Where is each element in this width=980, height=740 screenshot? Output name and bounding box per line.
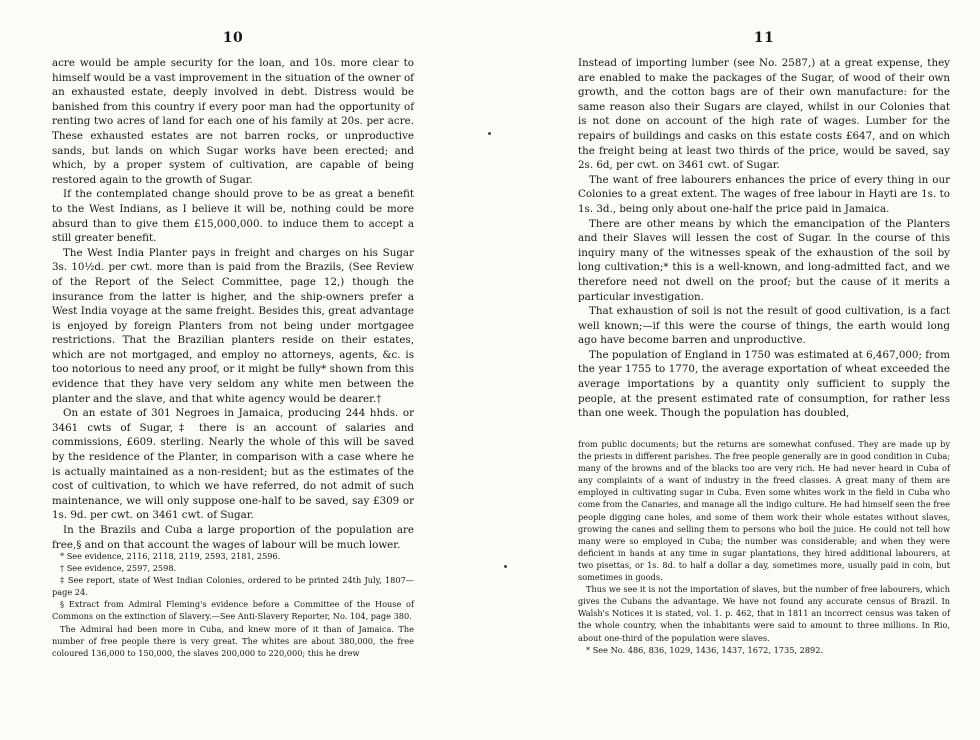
footnote: from public documents; but the returns are somewhat confused. They are made up by the priests in different parishes. The free people generally are in good condition in Cuba; many of the browns and of the blacks too are very rich. He had never heard in Cuba of any complaints of a want of industry in the freed classes. A great many of them are employed in cultivating sugar in Cuba. Even some whites work in the field in Cuba who come from the Canaries, and manage all the indigo culture. He had himself seen the free people digging cane holes, and some of them work their whole estates without slaves, growing the canes and selling them to persons who boil the juice. He could not tell how many were so employed in Cuba; the number was considerable; and when they were deficient in hands at any time in sugar plantations, they hired additional labourers, at two pisettas, or 1s. 8d. to half a dollar a day, sometimes more, usually paid in coin, but sometimes in goods. — [578, 439, 950, 583]
footnote: The Admiral had been more in Cuba, and knew more of it than of Jamaica. The number of free people there is very great. The whites are about 380,000, the free coloured 136,000 to 150,000, the slaves 200,000 to 220,000; this he drew — [52, 623, 414, 658]
main-text — [578, 56, 950, 421]
footnote: * See No. 486, 836, 1029, 1436, 1437, 1672, 1735, 2892. — [586, 644, 824, 655]
right-page — [578, 0, 950, 740]
paragraph: acre would be ample security for the loan, and 10s. more clear to himself would be a vast improvement in the situation of the owner of an exhausted estate, deeply involved in debt. Distress would be banished from this country if every poor man had the opportunity of renting two acres of land for each one of his family at 20s. per acre. These exhausted estates are not barren rocks, or unproductive sands, but lands on which Sugar works have been erected; and which, by a proper system of cultivation, are capable of being restored again to the growth of Sugar. — [52, 57, 414, 186]
paragraph: The population of England in 1750 was estimated at 6,467,000; from the year 1755 to 1770, the average exportation of wheat exceeded the average importations by a quantity only sufficient to supply the people, at the present estimated rate of consumption, for rather less than one week. Though the population has doubled, — [578, 348, 950, 420]
footnote: § Extract from Admiral Fleming's evidence before a Committee of the House of Commons on the extinction of Slavery.—See Anti-Slavery Reporter, No. 104, page 380. — [52, 599, 414, 622]
main-text — [52, 56, 414, 552]
paragraph: If the contemplated change should prove to be as great a benefit to the West Indians, as I believe it will be, nothing could be more absurd than to give them £15,000,000. to induce them to accept a still greater benefit. — [52, 188, 414, 245]
page-number: 11 — [753, 30, 775, 46]
page-number: 10 — [222, 30, 244, 46]
paragraph: The West India Planter pays in freight and charges on his Sugar 3s. 10½d. per cwt. more than is paid from the Brazils, (See Review of the Report of the Select Committee, page 12,) though the insurance from the latter is higher, and the ship-owners prefer a West India voyage at the same freight. Besides this, great advantage is enjoyed by foreign Planters from not being under mortgagee restrictions. That the Brazilian planters reside on their estates, which are not mortgaged, and employ no attorneys, agents, &c. is too notorious to need any proof, or it might be fully* shown from this evidence that they have very seldom any white men between the planter and the slave, and that white agency would be dearer.† — [52, 246, 414, 405]
margin-speck — [488, 132, 491, 135]
paragraph: On an estate of 301 Negroes in Jamaica, producing 244 hhds. or 3461 cwts of Sugar,‡ there is an account of salaries and commissions, £609. sterling. Nearly the whole of this will be saved by the residence of the Planter, in comparison with a case where he is actually maintained as a non-resident; but as the estimates of the cost of cultivation, to which we have referred, do not admit of such maintenance, we will only suppose one-half to be saved, say £309 or 1s. 9d. per cwt. on 3461 cwt. of Sugar. — [52, 407, 414, 522]
paragraph: That exhaustion of soil is not the result of good cultivation, is a fact well known;—if this were the course of things, the earth would long ago have become barren and unproductive. — [578, 305, 950, 347]
left-page — [52, 0, 414, 740]
footnote: ‡ See report, state of West Indian Colonies, ordered to be printed 24th July, 1807—page 24. — [52, 575, 414, 598]
paragraph: There are other means by which the emancipation of the Planters and their Slaves will lessen the cost of Sugar. In the course of this inquiry many of the witnesses speak of the exhaustion of the soil by long cultivation;* this is a well-known, and long-admitted fact, and we therefore need not dwell on the proof; but the cause of it merits a particular investigation. — [578, 217, 950, 303]
margin-speck — [504, 565, 507, 568]
paragraph: The want of free labourers enhances the price of every thing in our Colonies to a great extent. The wages of free labour in Hayti are 1s. to 1s. 3d., being only about one-half the price paid in Jamaica. — [578, 173, 950, 215]
paragraph: In the Brazils and Cuba a large proportion of the population are free,§ and on that account the wages of labour will be much lower. — [52, 524, 414, 551]
footnote: † See evidence, 2597, 2598. — [60, 563, 177, 574]
footnotes — [578, 438, 950, 656]
footnote: Thus we see it is not the importation of slaves, but the number of free labourers, which gives the Cubans the advantage. We have not found any accurate census of Brazil. In Walsh's Notices it is stated, vol. 1. p. 462, that in 1811 an incorrect census was taken of the whole country, when the inhabitants were said to amount to three millions. In Rio, about one-third of the population were slaves. — [578, 584, 950, 643]
footnotes — [52, 550, 414, 659]
footnote: * See evidence, 2116, 2118, 2119, 2593, 2181, 2596. — [60, 551, 281, 561]
paragraph: Instead of importing lumber (see No. 2587,) at a great expense, they are enabled to make the packages of the Sugar, of wood of their own growth, and the cotton bags are of their own manufacture: for the same reason also their Sugars are clayed, whilst in our Colonies that is not done on account of the high rate of wages. Lumber for the repairs of buildings and casks on this estate costs £647, and on which the freight being at least two thirds of the price, would be saved, say 2s. 6d, per cwt. on 3461 cwt. of Sugar. — [578, 57, 950, 172]
